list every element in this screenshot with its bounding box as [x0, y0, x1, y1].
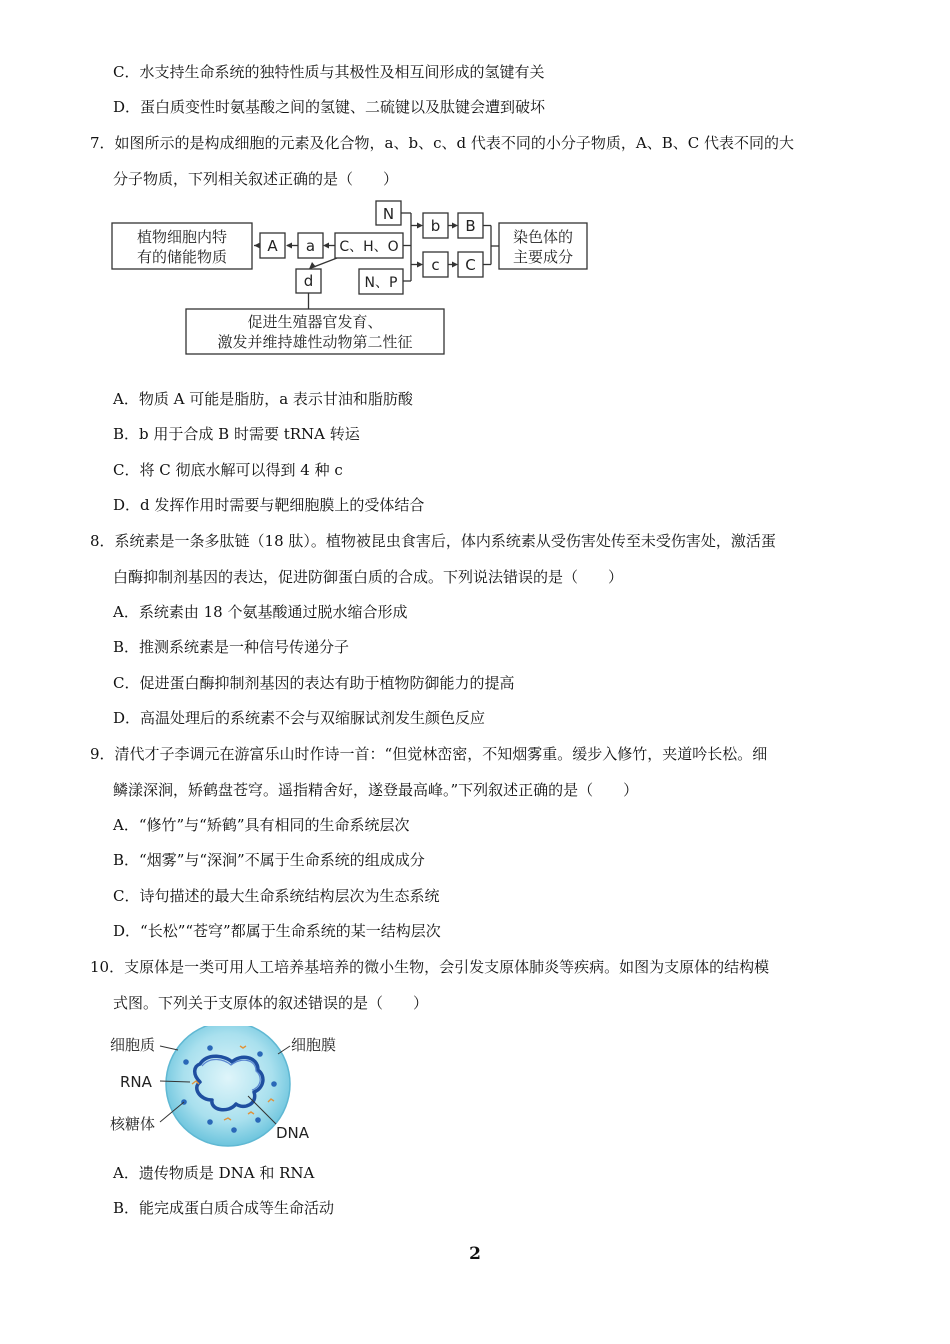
b-label: b: [430, 217, 441, 235]
cho-label: C、H、O: [339, 239, 399, 255]
rna-label: RNA: [120, 1073, 152, 1091]
np-label: N、P: [364, 275, 398, 291]
q9-stem-line2: 鳞漾深涧，矫鹤盘苍穹。遥指精舍好，遂登最高峰。”下列叙述正确的是（ ）: [113, 781, 639, 799]
q8-stem-line2: 白酶抑制剂基因的表达，促进防御蛋白质的合成。下列说法错误的是（ ）: [113, 568, 624, 586]
q8-option-b: B．推测系统素是一种信号传递分子: [113, 638, 350, 656]
q9-option-c: C．诗句描述的最大生命系统结构层次为生态系统: [113, 887, 440, 905]
q8-stem-line1: 8．系统素是一条多肽链（18 肽）。植物被昆虫食害后，体内系统素从受伤害处传至未受伤害处，激活蛋: [90, 532, 776, 550]
q7-option-a: A．物质 A 可能是脂肪，a 表示甘油和脂肪酸: [113, 390, 413, 408]
mycoplasma-structure-figure: [108, 1026, 358, 1150]
storage-line1: 植物细胞内特: [136, 228, 228, 246]
cytoplasm-label: 细胞质: [110, 1036, 156, 1054]
q7-option-b: B．b 用于合成 B 时需要 tRNA 转运: [113, 425, 360, 443]
q7-option-c: C．将 C 彻底水解可以得到 4 种 c: [113, 461, 343, 479]
storage-line2: 有的储能物质: [136, 248, 228, 266]
q9-option-d: D．“长松”“苍穹”都属于生命系统的某一结构层次: [113, 922, 441, 940]
c-label: c: [431, 256, 440, 274]
membrane-label: 细胞膜: [291, 1036, 337, 1054]
q10-option-b: B．能完成蛋白质合成等生命活动: [113, 1199, 335, 1217]
q7-element-compound-diagram: [105, 196, 605, 358]
repro-line1: 促进生殖器官发育、: [247, 313, 383, 331]
d-label: d: [303, 272, 314, 290]
N-label: N: [382, 205, 395, 223]
ribosome-label: 核糖体: [110, 1115, 156, 1133]
q8-option-c: C．促进蛋白酶抑制剂基因的表达有助于植物防御能力的提高: [113, 674, 515, 692]
q10-option-a: A．遗传物质是 DNA 和 RNA: [113, 1164, 315, 1182]
q7-stem-line1: 7．如图所示的是构成细胞的元素及化合物，a、b、c、d 代表不同的小分子物质，A、B、C 代表不同的大: [90, 134, 794, 152]
dna-label: DNA: [276, 1124, 310, 1142]
A-label: A: [267, 237, 278, 255]
q10-stem-line1: 10．支原体是一类可用人工培养基培养的微小生物，会引发支原体肺炎等疾病。如图为支原体的结构模: [90, 958, 770, 976]
chromo-line2: 主要成分: [512, 248, 574, 266]
repro-line2: 激发并维持雄性动物第二性征: [217, 333, 413, 351]
q8-option-d: D．高温处理后的系统素不会与双缩脲试剂发生颜色反应: [113, 709, 486, 727]
q6-option-c: C．水支持生命系统的独特性质与其极性及相互间形成的氢键有关: [113, 63, 545, 81]
q7-stem-line2: 分子物质，下列相关叙述正确的是（ ）: [113, 170, 399, 188]
a-label: a: [305, 237, 316, 255]
B-label: B: [465, 217, 476, 235]
C-label: C: [465, 256, 476, 274]
cell-body: [166, 1026, 290, 1146]
q8-option-a: A．系统素由 18 个氨基酸通过脱水缩合形成: [113, 603, 408, 621]
q9-stem-line1: 9．清代才子李调元在游富乐山时作诗一首：“但觉林峦密，不知烟雾重。缓步入修竹，夹道吟长松。细: [90, 745, 768, 763]
q6-option-d: D．蛋白质变性时氨基酸之间的氢键、二硫键以及肽键会遭到破坏: [113, 98, 546, 116]
page-number: 2: [469, 1244, 481, 1264]
chromo-line1: 染色体的: [512, 228, 574, 246]
q10-stem-line2: 式图。下列关于支原体的叙述错误的是（ ）: [113, 994, 429, 1012]
q9-option-a: A．“修竹”与“矫鹤”具有相同的生命系统层次: [113, 816, 410, 834]
q9-option-b: B．“烟雾”与“深涧”不属于生命系统的组成成分: [113, 851, 425, 869]
q7-option-d: D．d 发挥作用时需要与靶细胞膜上的受体结合: [113, 496, 425, 514]
